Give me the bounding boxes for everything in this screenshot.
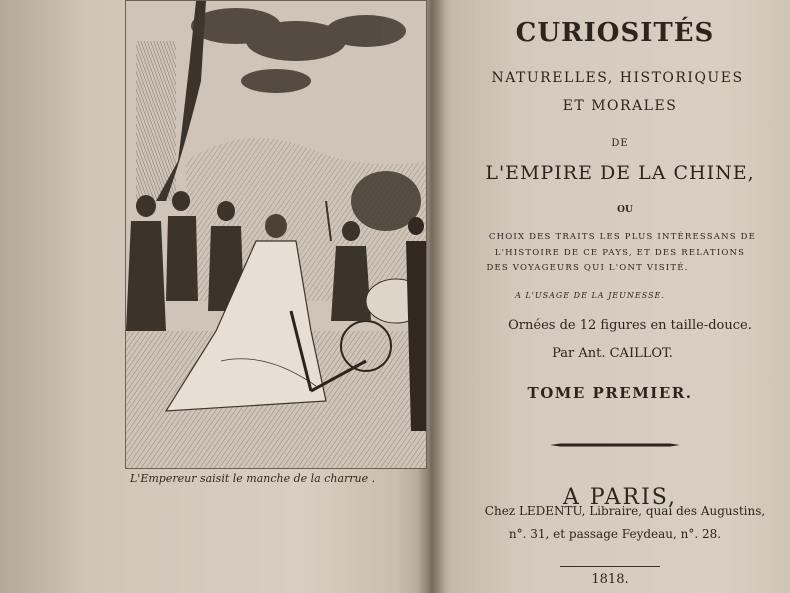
year-rule <box>560 566 660 567</box>
subtitle-de: DE <box>611 138 629 149</box>
book-title: CURIOSITÉS <box>515 18 715 48</box>
imprint-city: A PARIS, <box>562 485 678 510</box>
subtitle-empire: L'EMPIRE DE LA CHINE, <box>485 162 755 184</box>
choix-line-2: L'HISTOIRE DE CE PAYS, ET DES RELATIONS <box>494 248 746 258</box>
choix-line-1: CHOIX DES TRAITS LES PLUS INTÉRESSANS DE <box>488 232 757 242</box>
usage-line: A L'USAGE DE LA JEUNESSE. <box>515 291 665 300</box>
tent-shape <box>136 41 176 201</box>
author-line: Par Ant. CAILLOT. <box>552 346 673 361</box>
ornees-line: Ornées de 12 figures en taille-douce. <box>508 318 752 333</box>
choix-line-3: DES VOYAGEURS QUI L'ONT VISITÉ. <box>486 263 689 273</box>
tome-line: TOME PREMIER. <box>527 384 693 402</box>
subtitle-line-2: ET MORALES <box>562 98 678 114</box>
publisher-line-2: n°. 31, et passage Feydeau, n°. 28. <box>508 527 722 541</box>
engraving-plate <box>125 0 427 469</box>
plate-caption: L'Empereur saisit le manche de la charrue . <box>130 472 376 485</box>
imprint-year: 1818. <box>591 572 629 587</box>
subtitle-line-1: NATURELLES, HISTORIQUES <box>491 70 744 86</box>
engraving-illustration <box>126 1 426 468</box>
ornamental-rule <box>550 443 680 447</box>
publisher-line-1: Chez LEDENTU, Libraire, quai des Augustins, <box>484 504 766 518</box>
subtitle-ou: OU <box>617 205 633 215</box>
